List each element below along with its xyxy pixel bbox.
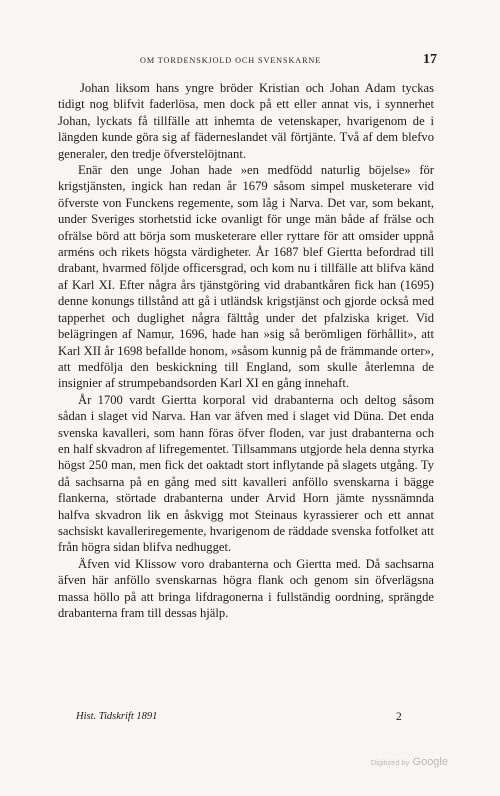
watermark-brand: Google [412,756,448,768]
page-header [58,52,437,72]
signature-mark: Hist. Tidskrift 1891 [76,711,158,722]
paragraph: Enär den unge Johan hade »en medfödd naturlig böjelse» för krigstjänsten, ingick han redan år 1679 såsom simpel musketerare vid öfverste von Funckens regemente, som låg i Narva. Det var, som bekant, under Sveriges storhetstid icke ovanligt för unge män både af frälse och ofrälse börd att börja som musketerare eller ryttare för att omsider uppnå arméns och rikets högsta värdigheter. År 1687 blef Giertta befordrad till drabant, hvarmed följde officersgrad, och kom nu i tillfälle att blifva känd af Karl XI. Efter några års tjänstgöring vid drabantkåren fick han (1695) denne konungs tillstånd att gå i utländsk krigstjänst och gjorde också med tapperhet och duglighet några fälttåg under det pfalziska kriget. Vid belägringen af Namur, 1696, hade han »sig så berömligen förhållit», att Karl XII år 1698 befallde honom, »såsom kunnig på de främmande orter», att medfölja den beskickning till England, som skulle återlemna de insignier af strumpebandsorden Karl XI en gång innehaft. [58,163,434,391]
watermark-prefix: Digitized by [370,758,410,767]
page-footer [58,711,434,727]
paragraph: År 1700 vardt Giertta korporal vid drabanterna och deltog såsom sådan i slaget vid Narva. Han var äfven med i slaget vid Düna. Det enda svenska kavalleri, som hann föras öfver floden, var just drabanterna och en half skvadron af lifregementet. Tillsammans utgjorde hela denna styrka högst 250 man, men fick det oaktadt stort inflytande på slagets utgång. Ty då sachsarna på en gång med sitt kavalleri anföllo svenskarna i bägge flankerna, störtade drabanterna under Arvid Horn jämte nyssnämnda halfva skvadron lik en åskvigg mot Steinaus kyrassierer och ett annat sachsiskt kavalleriregemente, hvarigenom de räddade svenska fotfolket att från högra sidan blifva nedhugget. [58,392,434,555]
sheet-number: 2 [396,711,402,723]
page-number: 17 [423,52,437,67]
paragraph: Äfven vid Klissow voro drabanterna och Giertta med. Då sachsarna äfven här anföllo svenskarnas högra flank och genom sin öfverlägsna massa höllo på att bringa lifdragonerna i fullständig oordning, sprängde drabanterna fram till dessas hjälp. [58,556,434,620]
body-text [58,80,434,621]
running-title: OM TORDENSKJOLD OCH SVENSKARNE [140,56,322,65]
paragraph: Johan liksom hans yngre bröder Kristian och Johan Adam tyckas tidigt nog blifvit faderlösa, men dock på ett eller annat vis, i synnerhet Johan, lyckats få tillfälle att inhemta de vetenskaper, hvarigenom de i längden kunde göra sig af fäderneslandet väl förtjänte. Två af dem blefvo generaler, den tredje öfverstelöjtnant. [58,81,434,161]
digitization-watermark [371,756,448,768]
